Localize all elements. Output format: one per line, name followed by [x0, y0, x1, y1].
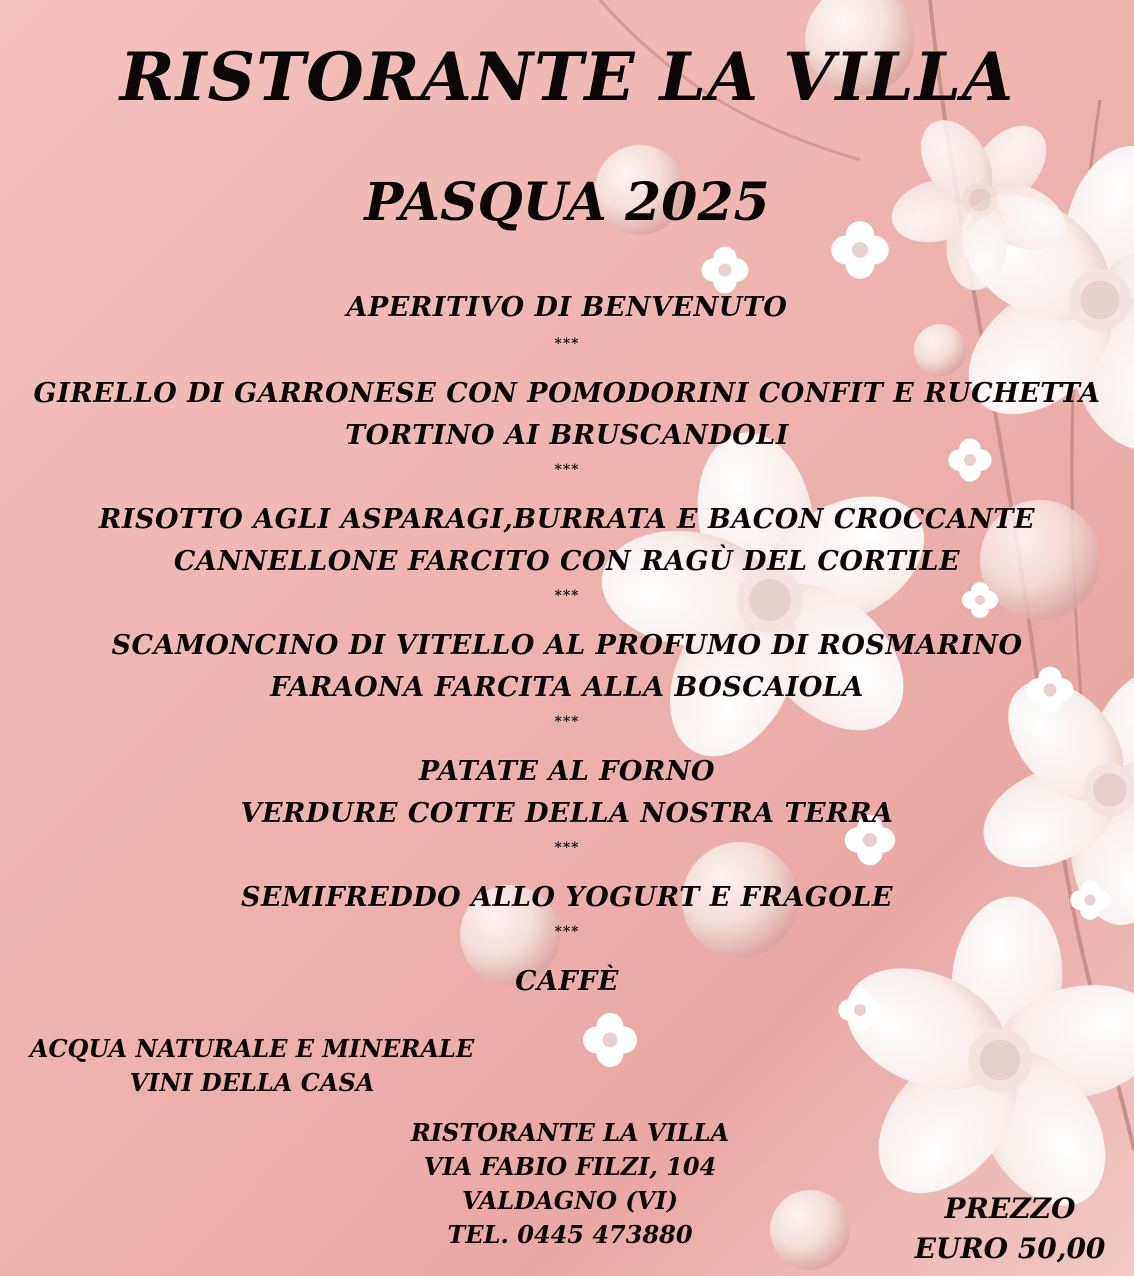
address-phone: TEL. 0445 473880 — [447, 1220, 693, 1249]
course-antipasto-1: GIRELLO DI GARRONESE CON POMODORINI CONFIT E RUCHETTA — [33, 378, 1101, 409]
menu-subtitle: PASQUA 2025 — [364, 172, 770, 233]
course-contorno-1: PATATE AL FORNO — [418, 756, 716, 787]
price-label: PREZZO — [944, 1192, 1076, 1225]
course-caffe: CAFFÈ — [515, 966, 619, 997]
separator: *** — [554, 840, 580, 856]
address-name: RISTORANTE LA VILLA — [410, 1118, 730, 1147]
course-secondo-1: SCAMONCINO DI VITELLO AL PROFUMO DI ROSMARINO — [111, 630, 1023, 661]
course-secondo-2: FARAONA FARCITA ALLA BOSCAIOLA — [270, 672, 864, 703]
separator: *** — [554, 714, 580, 730]
course-primo-2: CANNELLONE FARCITO CON RAGÙ DEL CORTILE — [173, 546, 961, 577]
course-contorno-2: VERDURE COTTE DELLA NOSTRA TERRA — [240, 798, 894, 829]
restaurant-title: RISTORANTE LA VILLA — [119, 38, 1015, 116]
course-dolce: SEMIFREDDO ALLO YOGURT E FRAGOLE — [241, 882, 893, 913]
course-aperitivo: APERITIVO DI BENVENUTO — [346, 292, 788, 323]
course-antipasto-2: TORTINO AI BRUSCANDOLI — [345, 420, 789, 451]
address-city: VALDAGNO (VI) — [462, 1186, 678, 1215]
address-street: VIA FABIO FILZI, 104 — [423, 1152, 717, 1181]
separator: *** — [554, 462, 580, 478]
drinks-line-1: ACQUA NATURALE E MINERALE — [29, 1034, 475, 1063]
course-primo-1: RISOTTO AGLI ASPARAGI,BURRATA E BACON CROCCANTE — [98, 504, 1036, 535]
drinks-line-2: VINI DELLA CASA — [129, 1068, 375, 1097]
price-value: EURO 50,00 — [914, 1232, 1106, 1265]
separator: *** — [554, 924, 580, 940]
separator: *** — [554, 336, 580, 352]
separator: *** — [554, 588, 580, 604]
